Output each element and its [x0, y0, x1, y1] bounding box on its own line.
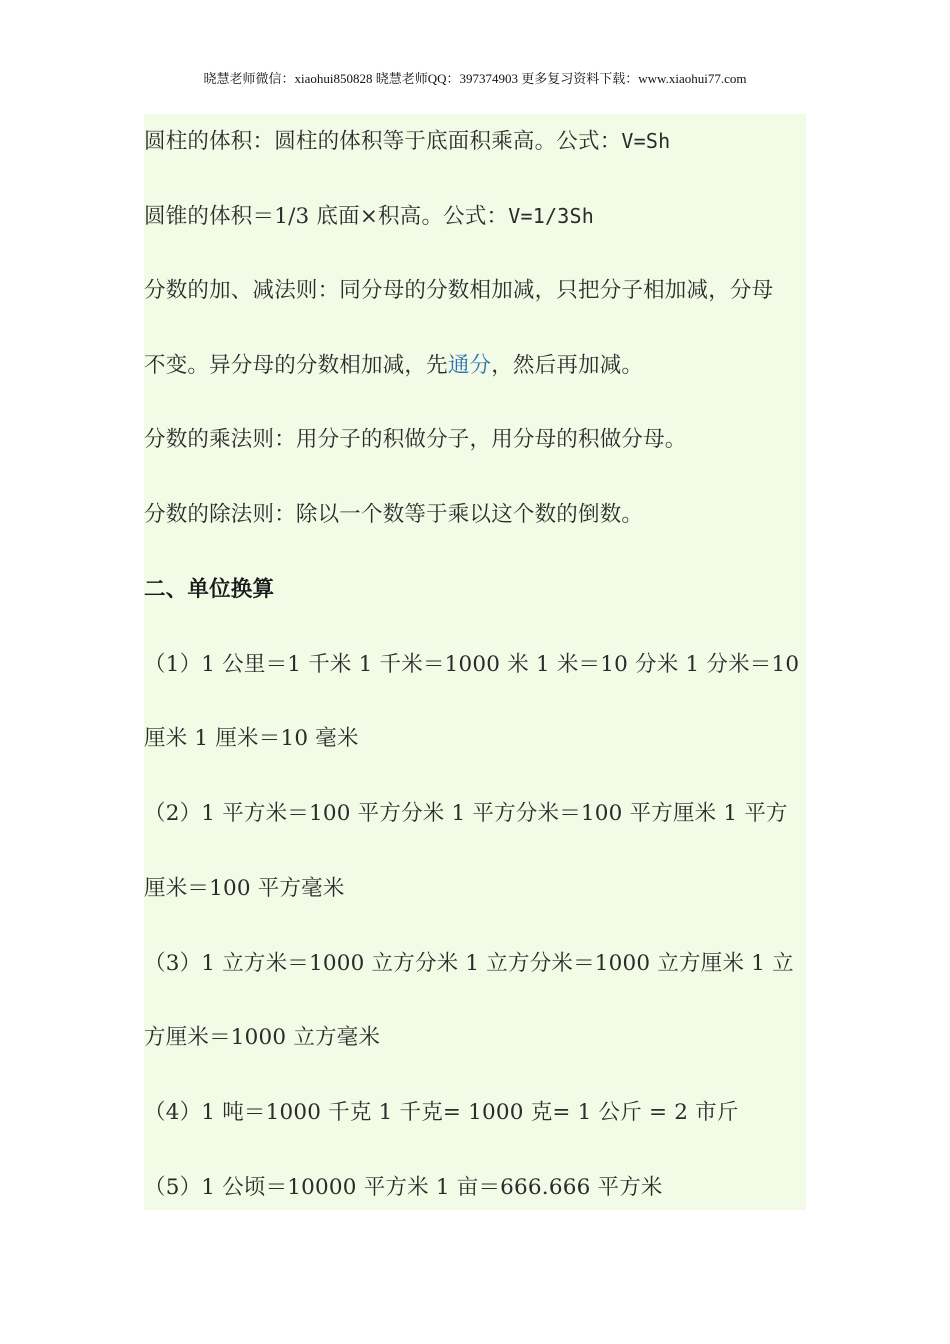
volume-conversion-line-2: 方厘米＝1000 立方毫米	[144, 1025, 381, 1050]
fraction-add-sub-after-link: ，然后再加减。	[491, 353, 644, 378]
page-header: 晓慧老师微信：xiaohui850828 晓慧老师QQ：397374903 更多复习资料下载：www.xiaohui77.com	[203, 71, 747, 86]
length-conversion-line-2: 厘米 1 厘米＝10 毫米	[144, 726, 359, 751]
fraction-add-sub-line-1: 分数的加、减法则：同分母的分数相加减，只把分子相加减，分母	[144, 278, 774, 303]
cone-volume-line	[144, 201, 594, 232]
fraction-divide-rule: 分数的除法则：除以一个数等于乘以这个数的倒数。	[144, 502, 644, 527]
document-body	[144, 114, 806, 1210]
cone-volume-formula: V=1/3Sh	[508, 204, 594, 228]
length-conversion-line-1: （1）1 公里＝1 千米 1 千米＝1000 米 1 米＝10 分米 1 分米＝10	[144, 652, 800, 677]
fraction-multiply-rule: 分数的乘法则：用分子的积做分子，用分母的积做分母。	[144, 427, 687, 452]
land-area-conversion-line: （5）1 公顷＝10000 平方米 1 亩＝666.666 平方米	[144, 1175, 663, 1200]
area-conversion-line-2: 厘米＝100 平方毫米	[144, 876, 345, 901]
unit-conversion-heading: 二、单位换算	[144, 577, 275, 602]
cylinder-volume-formula: V=Sh	[621, 129, 671, 153]
fraction-add-sub-line-2	[144, 351, 643, 381]
fraction-add-sub-before-link: 不变。异分母的分数相加减，先	[144, 353, 448, 378]
cone-volume-text: 圆锥的体积＝1/3 底面×积高。公式：	[144, 204, 509, 229]
cylinder-volume-text: 圆柱的体积：圆柱的体积等于底面积乘高。公式：	[144, 129, 622, 154]
tongfen-link[interactable]: 通分	[447, 353, 492, 378]
area-conversion-line-1: （2）1 平方米＝100 平方分米 1 平方分米＝100 平方厘米 1 平方	[144, 801, 788, 826]
cylinder-volume-line	[144, 126, 670, 157]
volume-conversion-line-1: （3）1 立方米＝1000 立方分米 1 立方分米＝1000 立方厘米 1 立	[144, 951, 794, 976]
mass-conversion-line: （4）1 吨＝1000 千克 1 千克= 1000 克= 1 公斤 = 2 市斤	[144, 1100, 739, 1125]
